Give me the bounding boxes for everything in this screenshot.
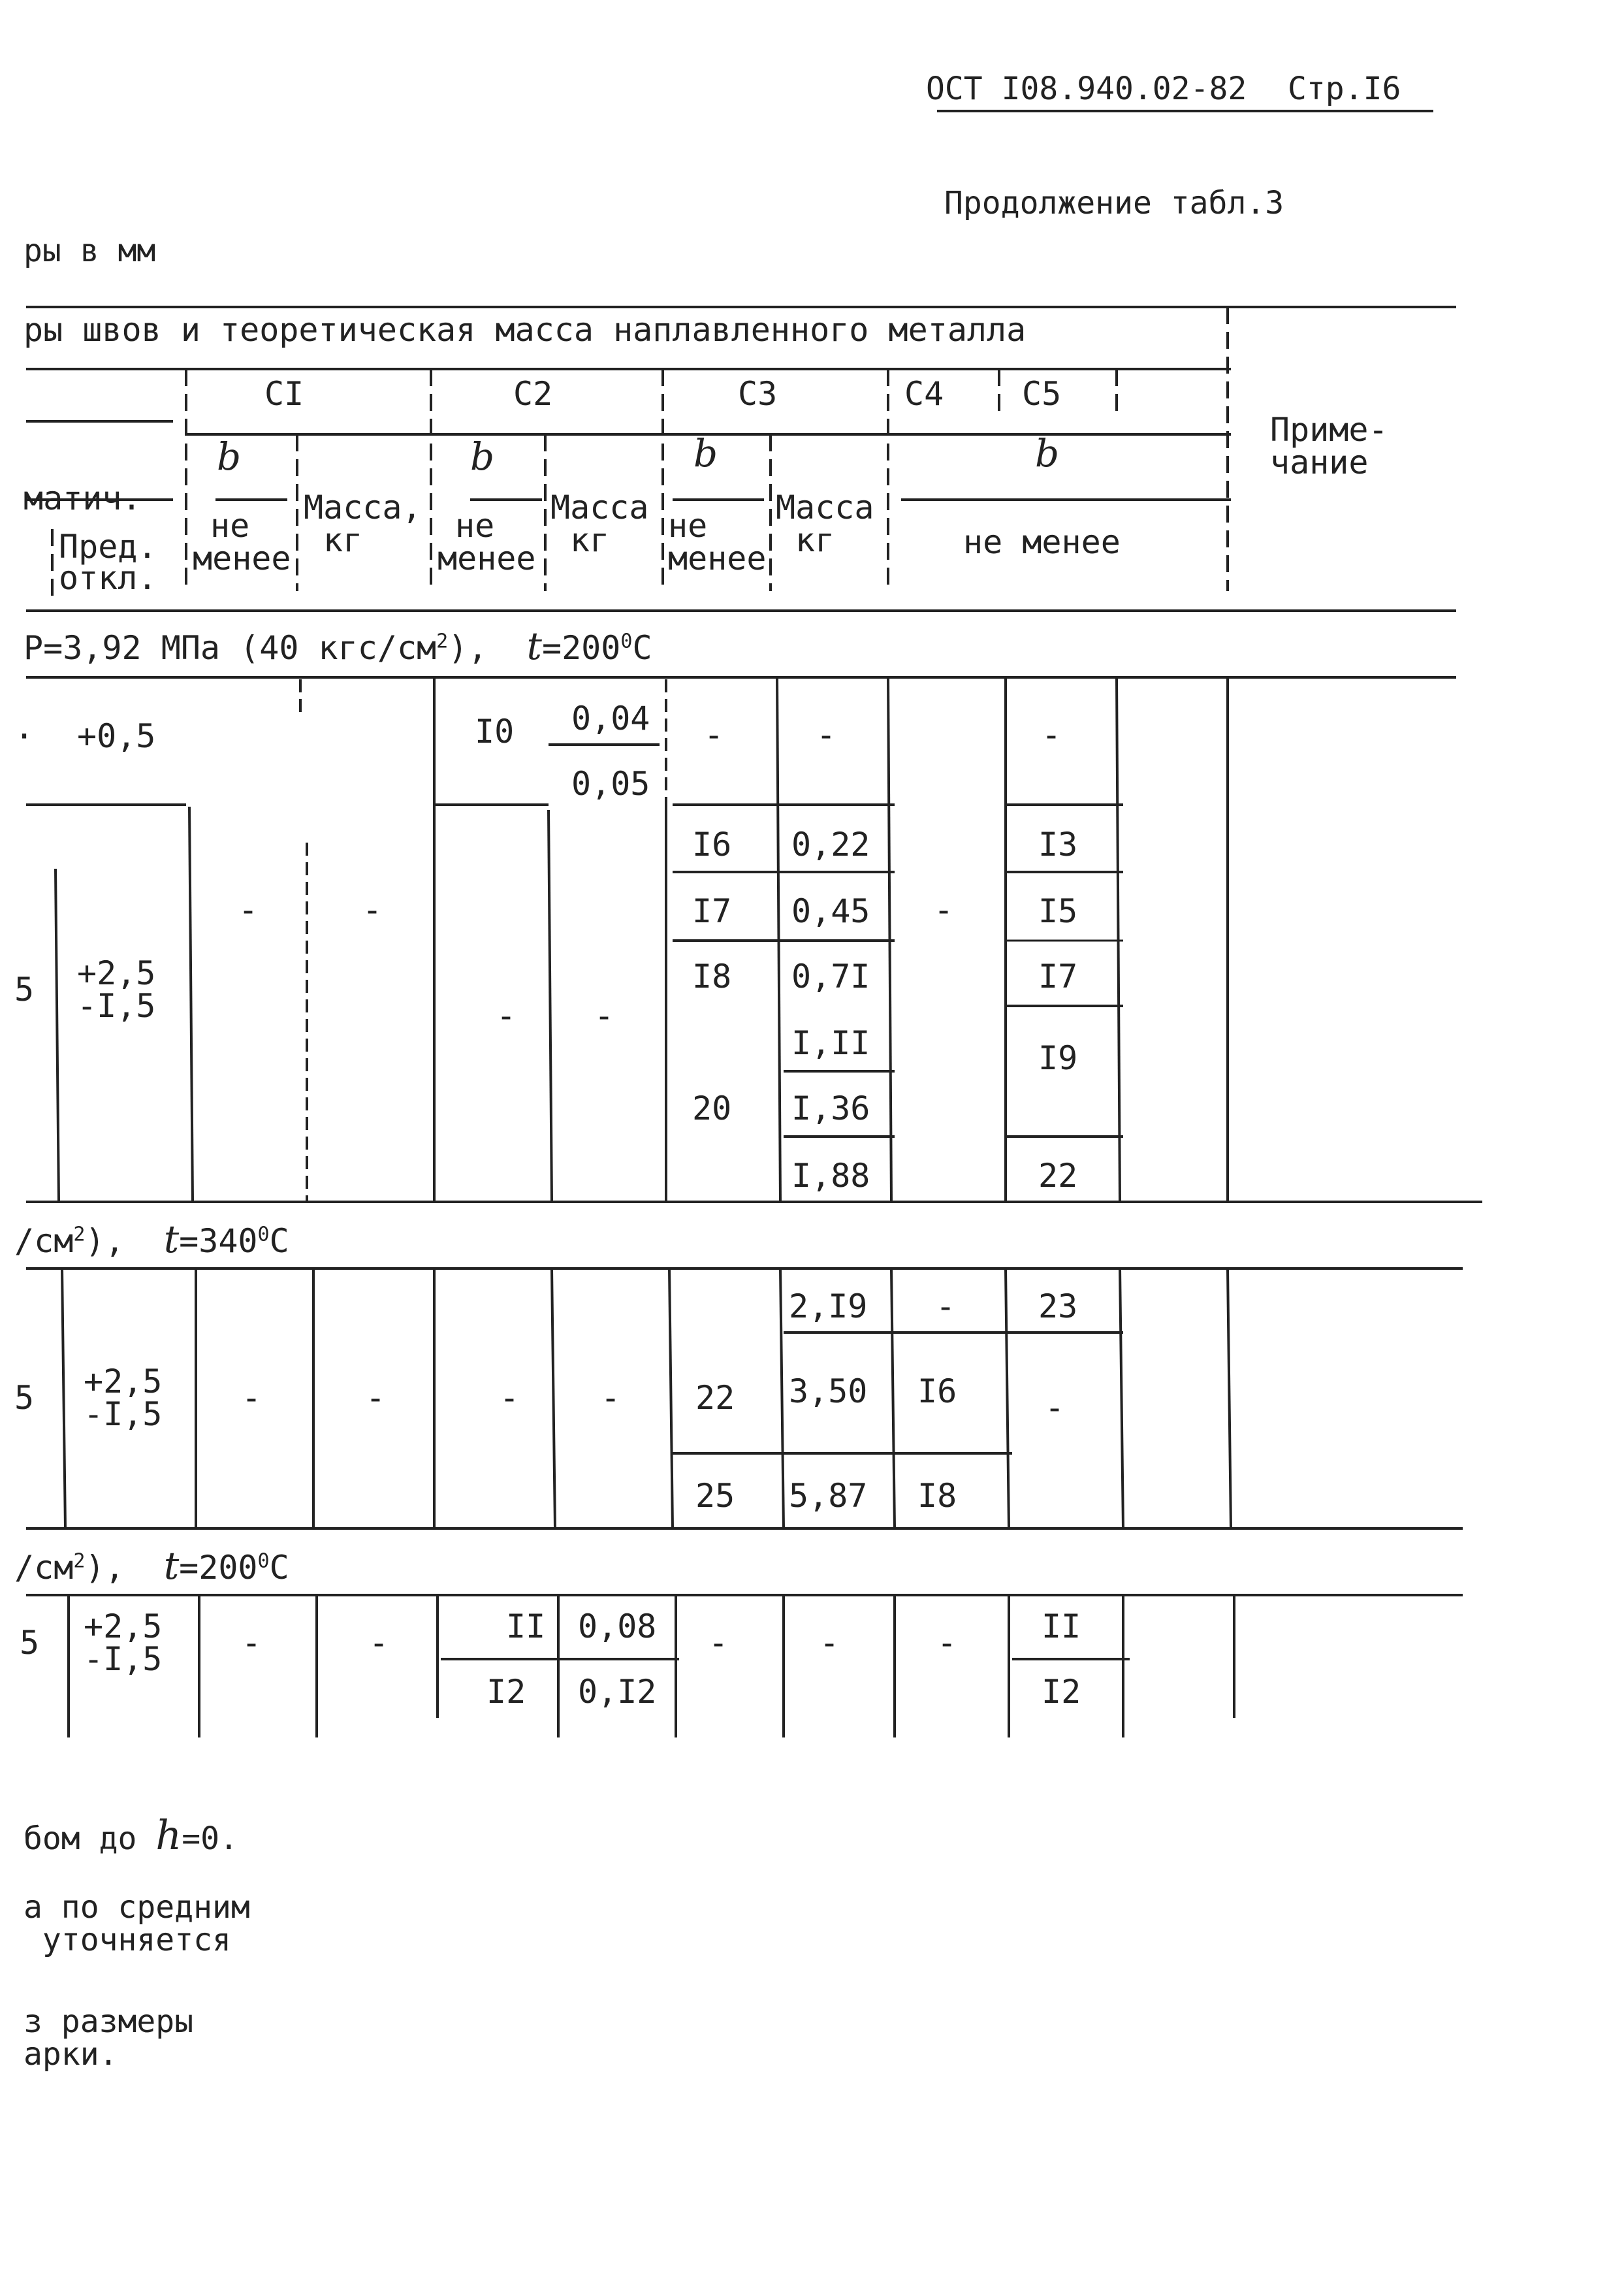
s1-c2-m-dash: - — [594, 997, 614, 1035]
c1-ne: не — [210, 507, 250, 545]
s1-c2-b-dash: - — [496, 997, 517, 1035]
s2-c3-mass-3: 5,87 — [789, 1477, 868, 1515]
table-title: ры швов и теоретическая масса наплавленного металла — [24, 311, 1027, 349]
s2-c3-mass-1: 2,I9 — [789, 1287, 868, 1325]
page-number: Стр.I6 — [1288, 71, 1401, 107]
c3-massa: Масса — [776, 489, 874, 526]
s1-c3-b-2: I7 — [692, 892, 732, 930]
s3-tolerance-upper: +2,5 — [84, 1607, 163, 1645]
note-line-3: уточняется — [24, 1922, 231, 1958]
s3-c1-b-dash: - — [242, 1624, 262, 1662]
s2-stub: 5 — [14, 1379, 35, 1417]
s1-c3-mass-1: 0,22 — [791, 826, 870, 864]
s1-c3-mass-3: 0,7I — [791, 958, 870, 995]
s3-c2-b-2: I2 — [486, 1673, 526, 1711]
s1-c3-b-4: 20 — [692, 1090, 732, 1127]
s1-c3-mass-6: I,88 — [791, 1157, 870, 1195]
left-head-matich: матич. — [24, 479, 142, 517]
note-line-2: а по средним — [24, 1889, 250, 1926]
note-line-4: з размеры — [24, 2003, 194, 2040]
s1-c2-mass-2: 0,05 — [571, 765, 650, 803]
s2-tolerance-upper: +2,5 — [84, 1363, 163, 1400]
s1-c3-mass-5: I,36 — [791, 1090, 870, 1127]
s2-c4-3: I8 — [917, 1477, 957, 1515]
s1-c5-4: I9 — [1038, 1039, 1078, 1077]
s1-tolerance-1: +0,5 — [77, 717, 156, 755]
s1-c1-m-dash: - — [362, 891, 383, 929]
s2-tolerance-lower: -I,5 — [84, 1395, 163, 1433]
s2-c3-b-2: 25 — [695, 1477, 735, 1515]
s1-c3-m-dash: - — [816, 716, 836, 754]
s2-c2-m-dash: - — [601, 1379, 621, 1417]
s2-c1-m-dash: - — [366, 1379, 386, 1417]
s1-c5-2: I5 — [1038, 892, 1078, 930]
col-group-c3: C3 — [738, 375, 778, 413]
s1-c5-dash: - — [1042, 716, 1062, 754]
left-head-pred: Пред. — [59, 528, 157, 566]
section-2-label: $/см^2$), $t=340^0C$ — [14, 1217, 289, 1261]
s1-c3-b-3: I8 — [692, 958, 732, 995]
col-group-c5: C5 — [1022, 375, 1062, 413]
s2-c3-mass-2: 3,50 — [789, 1372, 868, 1410]
s3-c2-mass-1: 0,08 — [578, 1607, 657, 1645]
table-continuation: Продолжение табл.3 — [944, 185, 1284, 221]
b-symbol-c1: b — [217, 434, 242, 479]
c3-ne: не — [668, 507, 708, 545]
s3-tolerance-lower: -I,5 — [84, 1640, 163, 1678]
note-col-header-1: Приме- — [1270, 411, 1388, 449]
s2-c2-b-dash: - — [500, 1379, 520, 1417]
note-line-5: арки. — [24, 2036, 118, 2073]
s1-c5-3: I7 — [1038, 958, 1078, 995]
b-symbol-c2: b — [470, 434, 495, 479]
s3-c2-b-1: II — [506, 1607, 546, 1645]
c2-menee: менее — [438, 540, 536, 577]
s3-c4-dash: - — [937, 1624, 957, 1662]
s2-c3-b-1: 22 — [695, 1379, 735, 1417]
note-line-1: бом до h=0. — [24, 1811, 238, 1859]
s1-tolerance-2-upper: +2,5 — [77, 954, 156, 992]
section-3-label: $/см^2$), $t=200^0C$ — [14, 1543, 289, 1588]
s2-c4-1: - — [936, 1287, 956, 1325]
c1-menee: менее — [193, 540, 291, 577]
c3-kg: кг — [795, 521, 835, 559]
c3-menee: менее — [668, 540, 767, 577]
s3-c5-2: I2 — [1042, 1673, 1081, 1711]
s3-c3-m-dash: - — [820, 1624, 840, 1662]
s1-c3-mass-4: I,II — [791, 1024, 870, 1062]
s3-c5-1: II — [1042, 1607, 1081, 1645]
s1-c5-5: 22 — [1038, 1157, 1078, 1195]
c1-kg: кг — [323, 521, 363, 559]
s1-c3-b-dash: - — [704, 716, 724, 754]
s1-c3-b-1: I6 — [692, 826, 732, 864]
b-symbol-c45: b — [1035, 431, 1060, 476]
s1-c4-dash: - — [934, 891, 954, 929]
s1-tolerance-2-lower: -I,5 — [77, 987, 156, 1025]
s2-c1-b-dash: - — [242, 1379, 262, 1417]
s1-c3-mass-2: 0,45 — [791, 892, 870, 930]
units-caption: ры в мм — [24, 233, 156, 269]
b-symbol-c3: b — [693, 431, 718, 476]
document-id: ОСТ I08.940.02-82 — [926, 71, 1247, 107]
col-group-c2: C2 — [513, 375, 553, 413]
s1-c5-1: I3 — [1038, 826, 1078, 864]
s1-c1-b-dash: - — [238, 891, 259, 929]
col-group-c4: C4 — [904, 375, 944, 413]
s3-c2-mass-2: 0,I2 — [578, 1673, 657, 1711]
c2-massa: Масса — [550, 489, 649, 526]
s2-c4-2: I6 — [917, 1372, 957, 1410]
left-head-otkl: откл. — [59, 559, 157, 597]
s1-c2-b: I0 — [475, 713, 515, 751]
c1-massa: Масса, — [304, 489, 422, 526]
s3-stub: 5 — [20, 1624, 40, 1662]
s1-stub-2: 5 — [14, 971, 35, 1009]
section-1-label: Р=3,92 МПа (40 кгс/$см^2$), $t=200^0C$ — [24, 624, 652, 668]
s3-c3-b-dash: - — [709, 1624, 729, 1662]
c2-ne: не — [455, 507, 495, 545]
s1-stub-1: · — [14, 717, 35, 755]
s1-c2-mass-1: 0,04 — [571, 700, 650, 737]
s3-c1-m-dash: - — [369, 1624, 389, 1662]
c45-ne-menee: не менее — [963, 523, 1121, 561]
c2-kg: кг — [570, 521, 610, 559]
col-group-c1: CI — [264, 375, 304, 413]
s2-c5-1: 23 — [1038, 1287, 1078, 1325]
s2-c5-2: - — [1045, 1389, 1065, 1427]
note-col-header-2: чание — [1270, 444, 1369, 481]
